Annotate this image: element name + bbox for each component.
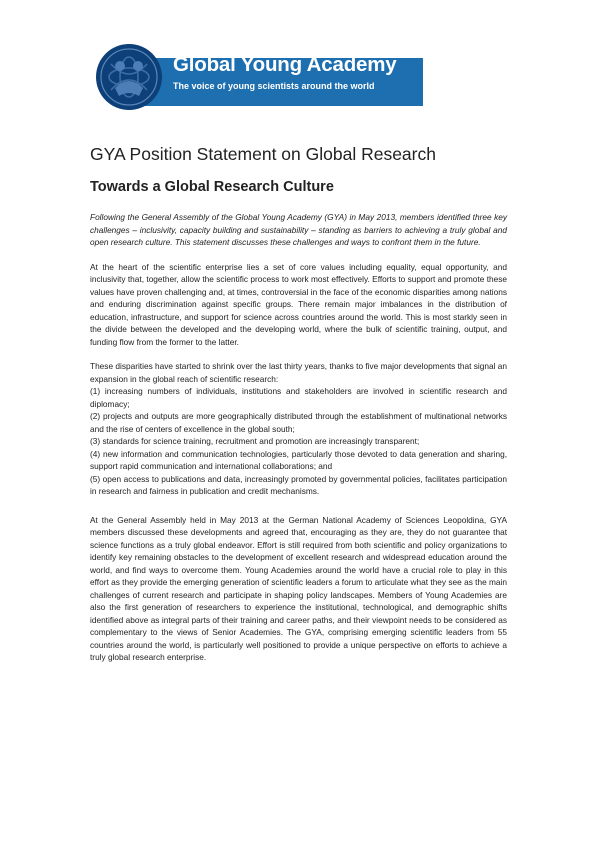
intro-paragraph: Following the General Assembly of the Global Young Academy (GYA) in May 2013, members identified three key challenges – inclusivity, capacity building and sustainability – standing as barriers to achieving a truly global and open research culture. This statement discusses these challenges and ways to confront them in the future. <box>90 212 507 247</box>
list-item: (5) open access to publications and data, increasingly promoted by governmental policies, facilitates participation in research and fairness in publication and credit mechanisms. <box>90 473 507 496</box>
paragraph-disparities: These disparities have started to shrink over the last thirty years, thanks to five major developments that signal an expansion in the global reach of scientific research: <box>90 361 507 384</box>
list-item: (3) standards for science training, recruitment and promotion are increasingly transparent; <box>90 436 420 446</box>
document-body <box>90 142 507 664</box>
list-item: (1) increasing numbers of individuals, institutions and stakeholders are involved in scientific research and diplomacy; <box>90 386 507 409</box>
logo-tagline: The voice of young scientists around the world <box>173 81 375 91</box>
document-title: GYA Position Statement on Global Research <box>90 144 436 164</box>
logo-title: Global Young Academy <box>173 53 397 76</box>
list-item: (4) new information and communication technologies, particularly those devoted to data generation and sharing, support rapid communication and international collaborations; and <box>90 448 507 471</box>
gya-logo <box>93 44 423 110</box>
paragraph-general-assembly: At the General Assembly held in May 2013 at the German National Academy of Sciences Leopoldina, GYA members discussed these developments and agreed that, encouraging as they are, they do not guarantee that science functions as a truly global endeavor. Effort is still required from both scientific and policy organizations to identify key remaining obstacles to the development of excellent research and widespread education around the world, and find ways to overcome them. Young Academies around the world have a crucial role to play in this effort as they provide the emerging generation of scientific leaders a forum to articulate what they see as the main challenges of current research and participate in shaping policy landscapes. Members of Young Academies are also the first generation of researchers to experience the institutional, technological, and demographic shifts identified above as integral parts of their training and career paths, and their viewpoint needs to be considered as complementary to the views of Senior Academies. The GYA, comprising emerging scientific leaders from 55 countries around the world, is particularly well positioned to provide a unique perspective on efforts to achieve a truly global research enterprise. <box>90 514 507 662</box>
paragraph-core-values: At the heart of the scientific enterprise lies a set of core values including equality, equal opportunity, and inclusivity that, together, allow the scientific process to work most effectively. Efforts to support and promote these values have proven challenging and, at times, controversial in the face of the economic disparities among nations and enduring discrimination against specific groups. There remain major imbalances in the distribution of education, infrastructure, and support for science across countries around the world. This is most starkly seen in the divide between the developed and the developing world, where the bulk of scientific training, output, and funding flow from the former to the latter. <box>90 261 507 347</box>
developments-list <box>90 385 507 498</box>
document-subtitle: Towards a Global Research Culture <box>90 179 334 195</box>
list-item: (2) projects and outputs are more geographically distributed through the establishment of multinational networks and the rise of centers of excellence in the global south; <box>90 411 507 434</box>
